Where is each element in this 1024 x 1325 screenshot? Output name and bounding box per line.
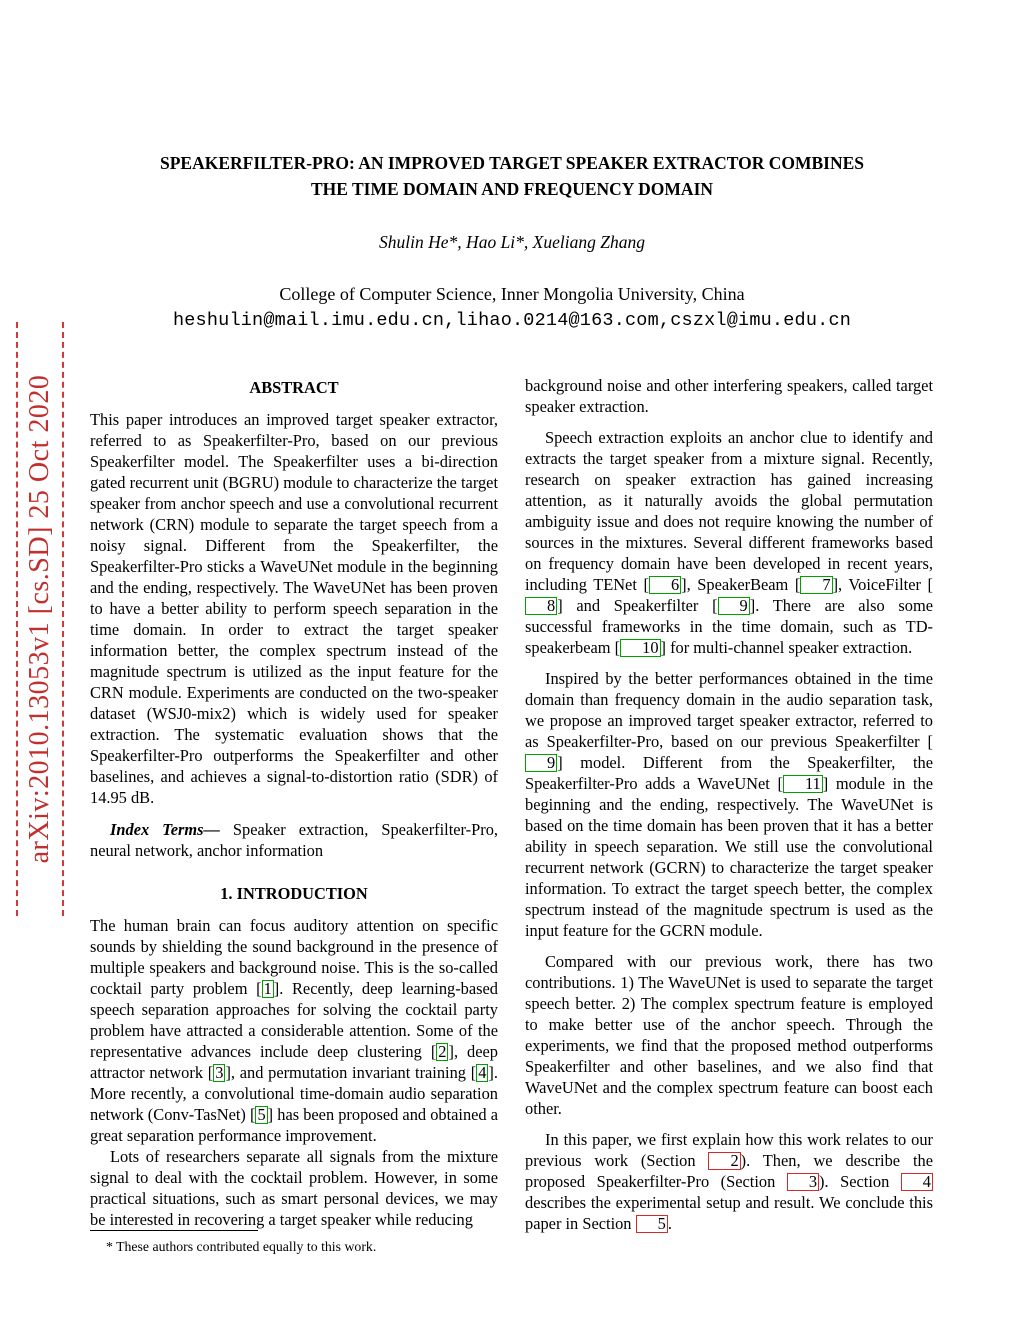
arxiv-watermark: arXiv:2010.13053v1 [cs.SD] 25 Oct 2020 [16,322,64,916]
index-terms-label: Index Terms— [110,819,220,839]
section-ref-link[interactable]: 2 [708,1152,740,1170]
citation-link[interactable]: 10 [620,639,660,657]
citation-link[interactable]: 8 [525,597,557,615]
paper-header [0,0,1024,331]
paper-authors: Shulin He*, Hao Li*, Xueliang Zhang [379,231,645,252]
abstract-heading: ABSTRACT [249,377,339,397]
paragraph: In this paper, we first explain how this work relates to our previous work (Section 2 ). Then, we describe the proposed Speakerfilter-Pro (Section 3 ). Section 4 describes the experimental setup and result. We conclude this paper in Section 5 . [525,1129,933,1233]
footnote-rule [90,1230,258,1231]
paragraph: Compared with our previous work, there has two contributions. 1) The WaveUNet is used to separate the target speech better. 2) The complex spectrum feature is employed to make better use of the anchor speech. Through the experiments, we find that the proposed method outperforms Speakerfilter and other baselines, and we also find that WaveUNet and the complex spectrum feature can boost each other. [525,951,933,1118]
citation-link[interactable]: 6 [649,576,681,594]
paper-title [0,150,1024,203]
author-emails: heshulin@mail.imu.edu.cn,lihao.0214@163.com,cszxl@imu.edu.cn [172,309,852,331]
paragraph: Lots of researchers separate all signals from the mixture signal to deal with the cocktail problem. However, in some practical situations, such as smart personal devices, we may be interested in recovering a target speaker while reducing [90,1146,498,1229]
citation-link[interactable]: 9 [718,597,750,615]
index-terms-body: Speaker extraction, Speakerfilter-Pro, neural network, anchor information [90,819,499,860]
section-ref-link[interactable]: 5 [636,1215,668,1233]
two-column-body [90,375,934,1254]
left-column [90,375,499,1254]
right-column [525,375,933,1234]
paragraph: Inspired by the better performances obtained in the time domain than frequency domain in the audio separation task, we propose an improved target speaker extractor, referred to as Speakerfilter-Pro, based on our previous Speakerfilter [9 ] model. Different from the Speakerfilter, the Speakerfilter-Pro adds a WaveUNet [ 11 ] module in the beginning and the ending, respectively. The WaveUNet is based on the time domain has been proven that it has a better ability in speech separation. We still use the convolutional recurrent network (GCRN) to characterize the target speaker information. To extract the target speech better, the complex spectrum instead of the magnitude spectrum is used as the input feature for the GCRN module. [525,668,934,940]
paragraph: The human brain can focus auditory attention on specific sounds by shielding the sound background in the presence of multiple speakers and background noise. This is the so-called cocktail party problem [ 1 ]. Recently, deep learning-based speech separation approaches for solving the cocktail party problem have attracted a considerable attention. Some of the representative advances include deep clustering [ 2 ], deep attractor network [ 3 ], and permutation invariant training [ 4 ]. More recently, a convolutional time-domain audio separation network (Conv-TasNet) [ 5 ] has been proposed and obtained a great separation performance improvement. [90,915,499,1145]
paper-affiliation: College of Computer Science, Inner Mongolia University, China [279,283,745,304]
footnote [90,1230,498,1255]
citation-link[interactable]: 2 [438,1041,447,1061]
paragraph: background noise and other interfering speakers, called target speaker extraction. [525,375,933,416]
citation-link[interactable]: 5 [257,1104,266,1124]
citation-link[interactable]: 3 [215,1062,224,1082]
paper-title-line1: SPEAKERFILTER-PRO: AN IMPROVED TARGET SPEAKER EXTRACTOR COMBINES [160,153,864,173]
footnote-text: * These authors contributed equally to this work. [106,1238,377,1254]
introduction-heading: 1. INTRODUCTION [220,883,368,903]
paragraph: Speech extraction exploits an anchor clue to identify and extracts the target speaker from a mixture signal. Recently, research on speaker extraction has gained increasing attention, as it naturally avoids the global permutation ambiguity issue and does not require knowing the number of sources in the mixtures. Several different frameworks based on frequency domain have been developed in recent years, including TENet [ 6 ], SpeakerBeam [ 7 ], VoiceFilter [8 ] and Speakerfilter [ 9 ]. There are also some successful frameworks in the time domain, such as TD-speakerbeam [ 10 ] for multi-channel speaker extraction. [525,427,933,657]
abstract-body: This paper introduces an improved target speaker extractor, referred to as Speakerfilter-Pro, based on our previous Speakerfilter model. The Speakerfilter uses a bi-direction gated recurrent unit (BGRU) module to characterize the target speaker from anchor speech and use a convolutional recurrent network (CRN) module to separate the target speech from a noisy signal. Different from the Speakerfilter, the Speakerfilter-Pro sticks a WaveUNet module in the beginning and the ending, respectively. The WaveUNet has been proven to have a better ability to perform speech separation in the time domain. In order to extract the target speaker information better, the complex spectrum instead of the magnitude spectrum is utilized as the input feature for the CRN module. Experiments are conducted on the two-speaker dataset (WSJ0-mix2) which is widely used for speaker extraction. The systematic evaluation shows that the Speakerfilter-Pro outperforms the Speakerfilter and other baselines, and achieves a signal-to-distortion ratio (SDR) of 14.95 dB. [90,409,498,807]
citation-link[interactable]: 7 [800,576,832,594]
citation-link[interactable]: 9 [525,754,557,772]
section-ref-link[interactable]: 3 [787,1173,819,1191]
paper-title-line2: THE TIME DOMAIN AND FREQUENCY DOMAIN [310,179,714,200]
citation-link[interactable]: 11 [783,775,823,793]
citation-link[interactable]: 1 [263,978,272,998]
citation-link[interactable]: 4 [478,1062,487,1082]
section-ref-link[interactable]: 4 [901,1173,933,1191]
index-terms [90,819,498,861]
